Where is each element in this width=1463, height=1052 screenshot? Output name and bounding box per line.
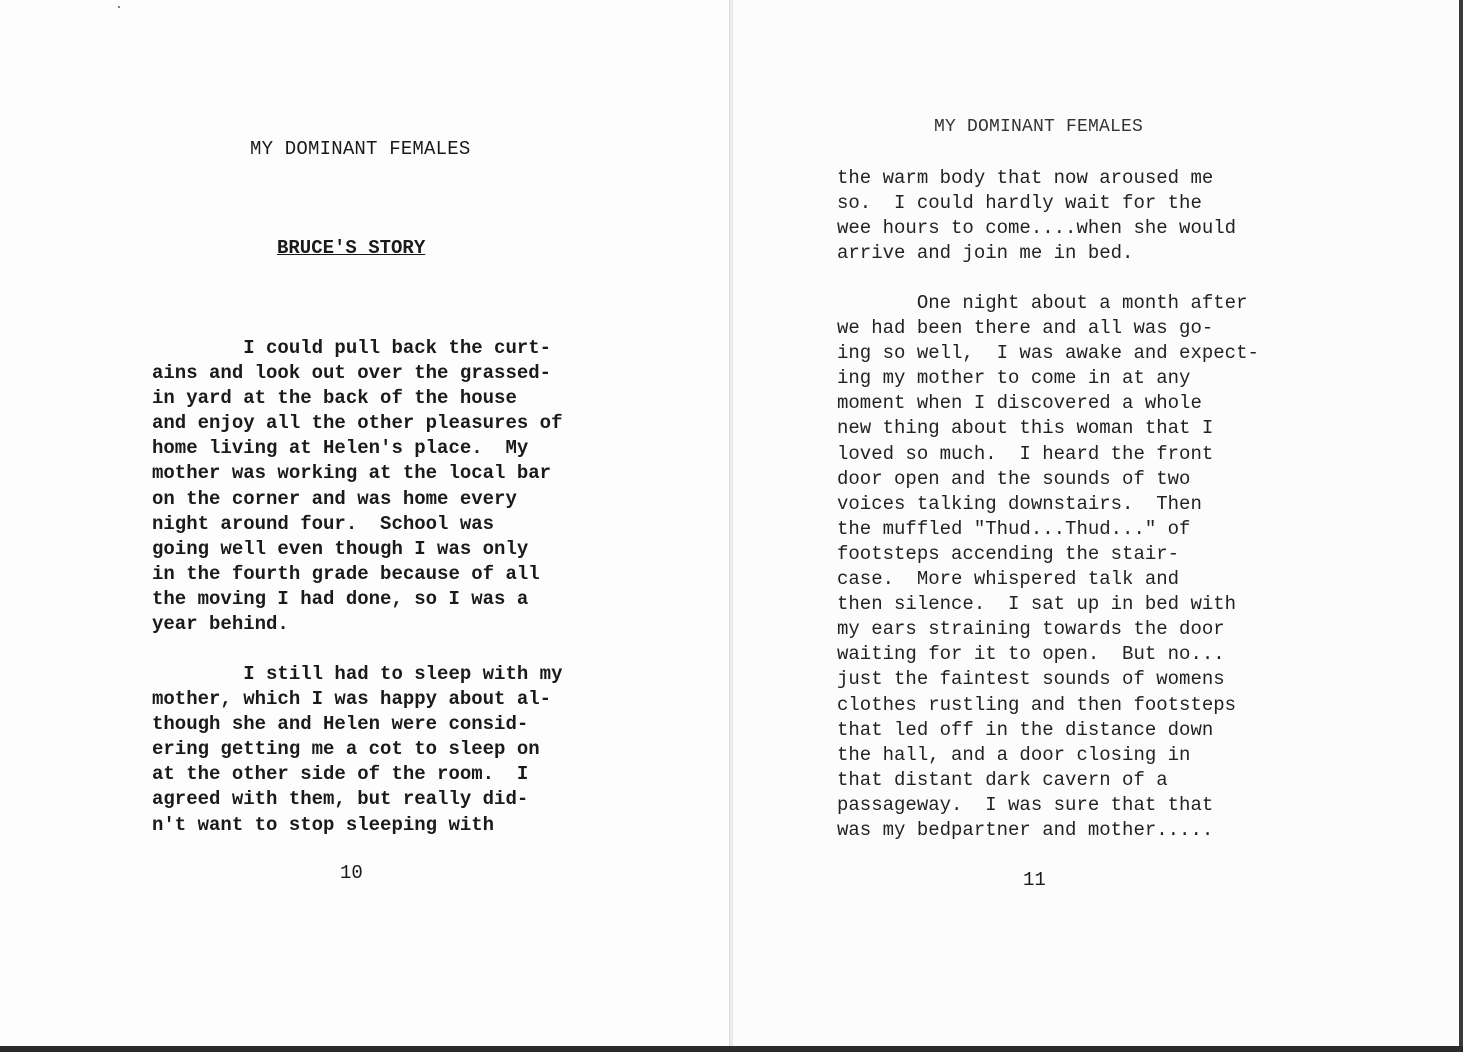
text-line: loved so much. I heard the front	[837, 442, 1214, 465]
text-line: home living at Helen's place. My	[152, 437, 529, 460]
text-line: night around four. School was	[152, 512, 495, 535]
text-line: moment when I discovered a whole	[837, 392, 1202, 415]
right-page	[733, 0, 1463, 1046]
text-line: passageway. I was sure that that	[837, 793, 1214, 816]
text-line: going well even though I was only	[152, 537, 529, 560]
text-line: clothes rustling and then footsteps	[837, 693, 1237, 716]
text-line: then silence. I sat up in bed with	[837, 593, 1237, 616]
text-line: new thing about this woman that I	[837, 417, 1214, 440]
text-line: ains and look out over the grassed-	[152, 362, 552, 385]
text-line: was my bedpartner and mother.....	[837, 818, 1214, 841]
text-line: mother, which I was happy about al-	[152, 688, 552, 711]
text-line: I still had to sleep with my	[152, 663, 563, 685]
text-line: case. More whispered talk and	[837, 568, 1180, 591]
text-line: in yard at the back of the house	[152, 387, 517, 410]
text-line: and enjoy all the other pleasures of	[152, 412, 563, 435]
text-line: at the other side of the room. I	[152, 763, 529, 786]
text-line: ing so well, I was awake and expect-	[837, 342, 1259, 365]
left-running-header: MY DOMINANT FEMALES	[250, 138, 471, 160]
right-page-number: 11	[1023, 869, 1046, 891]
text-line: in the fourth grade because of all	[152, 562, 540, 585]
text-line: One night about a month after	[837, 292, 1248, 314]
text-line: agreed with them, but really did-	[152, 788, 529, 811]
text-line: that distant dark cavern of a	[837, 768, 1168, 791]
text-line: door open and the sounds of two	[837, 467, 1191, 490]
text-line: my ears straining towards the door	[837, 618, 1225, 641]
text-line: wee hours to come....when she would	[837, 217, 1237, 240]
scan-edge-bottom	[0, 1046, 1463, 1052]
text-line: voices talking downstairs. Then	[837, 492, 1202, 515]
chapter-title: BRUCE'S STORY	[277, 237, 426, 259]
right-paragraph-1	[837, 166, 1236, 266]
text-line: the hall, and a door closing in	[837, 743, 1191, 766]
text-line: ing my mother to come in at any	[837, 367, 1191, 390]
right-paragraph-2	[837, 291, 1259, 843]
text-line: ering getting me a cot to sleep on	[152, 738, 540, 761]
text-line: that led off in the distance down	[837, 718, 1214, 741]
text-line: year behind.	[152, 613, 289, 636]
text-line: the warm body that now aroused me	[837, 167, 1214, 189]
speck	[118, 6, 120, 8]
text-line: n't want to stop sleeping with	[152, 813, 495, 836]
text-line: waiting for it to open. But no...	[837, 643, 1225, 666]
left-paragraph-2	[152, 662, 562, 838]
text-line: though she and Helen were consid-	[152, 713, 529, 736]
text-line: I could pull back the curt-	[152, 337, 552, 359]
left-page-number: 10	[340, 862, 363, 884]
text-line: the moving I had done, so I was a	[152, 587, 529, 610]
text-line: arrive and join me in bed.	[837, 242, 1134, 265]
text-line: we had been there and all was go-	[837, 317, 1214, 340]
text-line: on the corner and was home every	[152, 487, 517, 510]
scan-edge-right	[1459, 0, 1463, 1046]
text-line: so. I could hardly wait for the	[837, 192, 1202, 215]
text-line: footsteps accending the stair-	[837, 542, 1180, 565]
text-line: the muffled "Thud...Thud..." of	[837, 517, 1191, 540]
left-paragraph-1	[152, 336, 562, 637]
text-line: just the faintest sounds of womens	[837, 668, 1225, 691]
text-line: mother was working at the local bar	[152, 462, 552, 485]
right-running-header: MY DOMINANT FEMALES	[934, 117, 1144, 137]
left-page	[0, 0, 731, 1046]
